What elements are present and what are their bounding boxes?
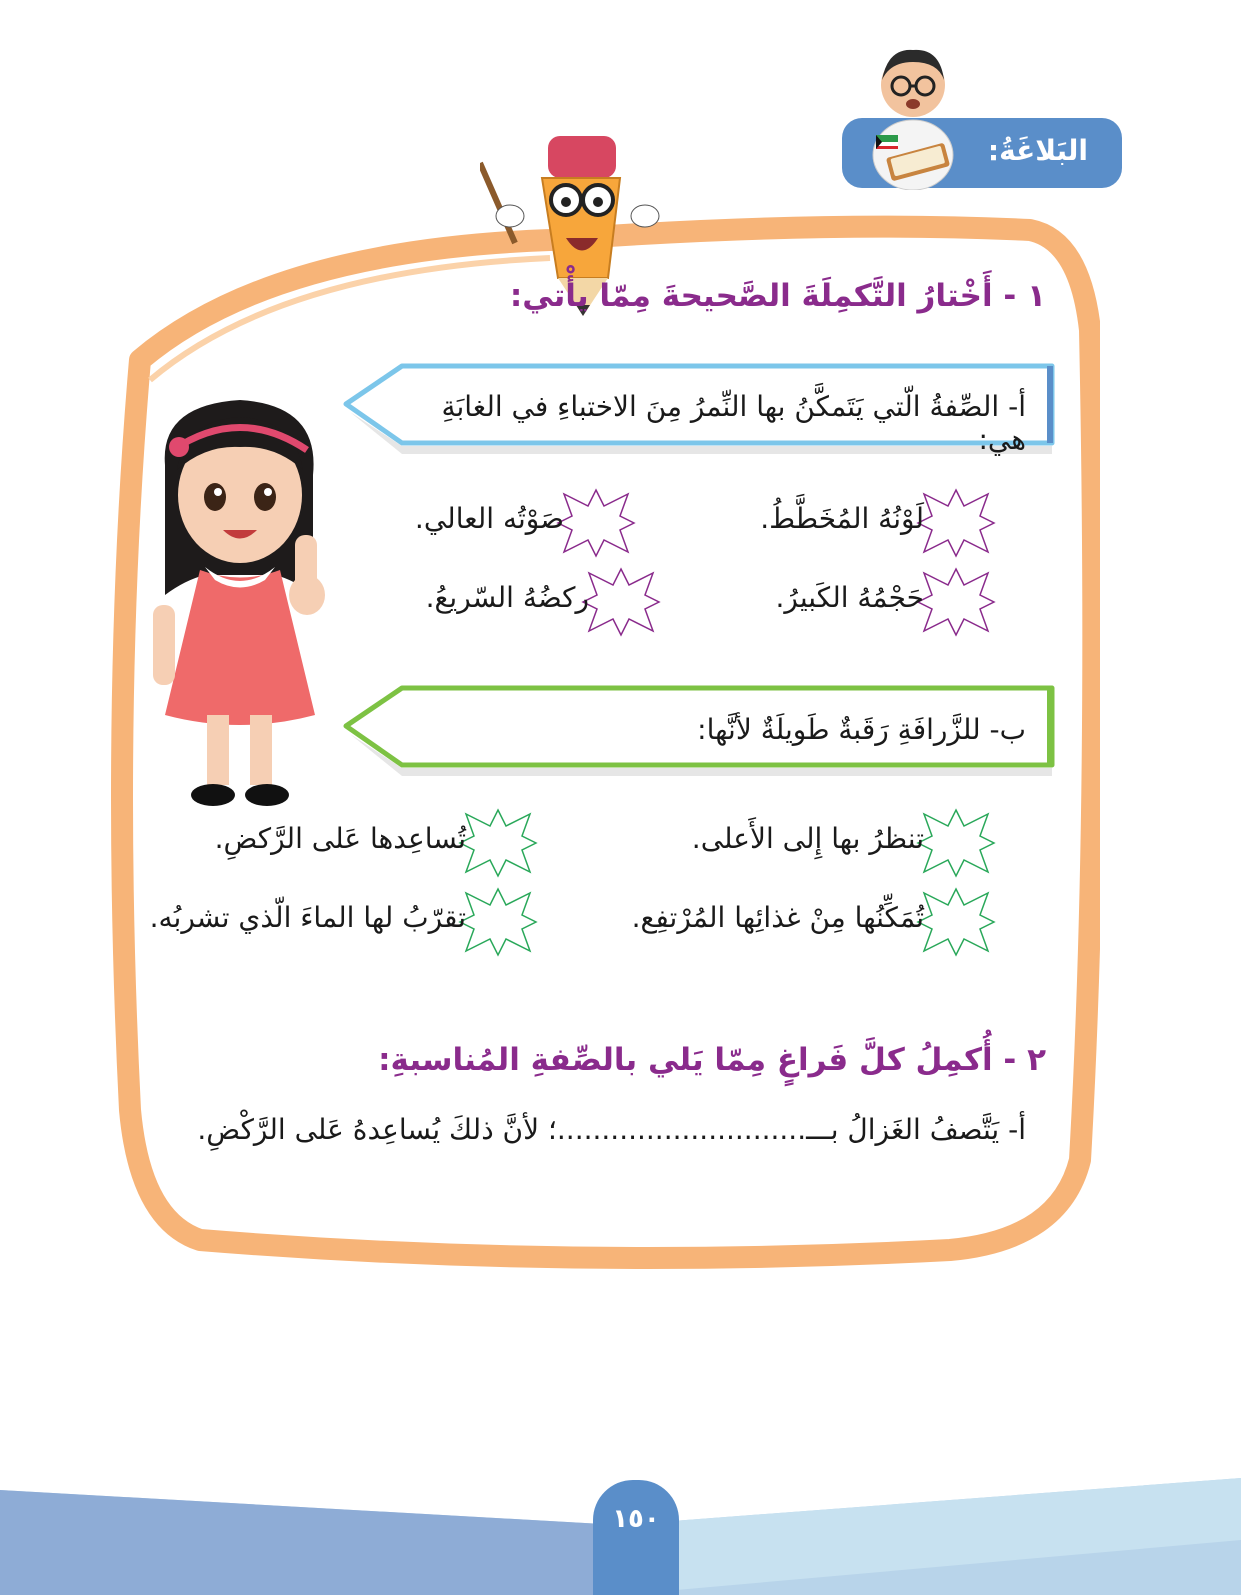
- option-text: تنظرُ بها إِلى الأَعلى.: [691, 822, 924, 855]
- option-star-icon: [916, 808, 996, 878]
- option-star-icon: [556, 488, 636, 558]
- option-star-icon: [916, 887, 996, 957]
- page-number-tab: [593, 1480, 679, 1595]
- option-1b-3[interactable]: [596, 887, 996, 957]
- page-number: ١٥٠: [612, 1504, 660, 1534]
- option-1a-2[interactable]: [336, 488, 636, 558]
- option-star-icon: [916, 488, 996, 558]
- question-1a-prompt: أ- الصِّفةُ الّتي يَتَمكَّنُ بها النِّمرُ مِنَ الاختباءِ في الغابَةِ هي:: [441, 390, 1026, 456]
- option-text: لَوْنُهُ المُخَطَّطُ.: [760, 502, 924, 535]
- question-2a-fill-blank[interactable]: أ- يَتَّصفُ الغَزالُ بـــ............................؛ لأنَّ ذلكَ يُساعِدهُ عَلى الرَّكْضِ.: [197, 1113, 1026, 1146]
- option-text: تُساعِدها عَلى الرَّكضِ.: [214, 822, 466, 855]
- option-text: ركضُهُ السّريعُ.: [425, 581, 589, 614]
- option-1b-1[interactable]: [666, 808, 996, 878]
- option-text: صَوْتُه العالي.: [414, 502, 564, 535]
- option-1a-3[interactable]: [696, 567, 996, 637]
- option-text: حَجْمُهُ الكَبيرُ.: [775, 581, 924, 614]
- question-1-title: ١ - أَخْتارُ التَّكمِلَةَ الصَّحيحةَ مِمّا يأْتي:: [509, 278, 1046, 314]
- option-1a-4[interactable]: [361, 567, 661, 637]
- section-title: البَلاغَةُ:: [987, 134, 1088, 167]
- question-1b-prompt: ب- للزَّرافَةِ رَقَبةٌ طَويلَةٌ لأنَّها:: [697, 713, 1026, 746]
- option-1b-2[interactable]: [188, 808, 538, 878]
- question-2-title: ٢ - أُكمِلُ كلَّ فَراغٍ مِمّا يَلي بالصِّفةِ المُناسبةِ:: [378, 1042, 1046, 1078]
- option-text: تقرّبُ لها الماءَ الّذي تشربُه.: [149, 901, 466, 934]
- girl-thumbs-up-illustration: [145, 395, 335, 810]
- option-star-icon: [458, 808, 538, 878]
- boy-reading-illustration: [858, 40, 968, 190]
- option-text: تُمَكِّنُها مِنْ غذائِها المُرْتفِع.: [631, 901, 924, 934]
- option-star-icon: [916, 567, 996, 637]
- option-star-icon: [458, 887, 538, 957]
- option-1a-1[interactable]: [696, 488, 996, 558]
- option-1b-4[interactable]: [138, 887, 538, 957]
- option-star-icon: [581, 567, 661, 637]
